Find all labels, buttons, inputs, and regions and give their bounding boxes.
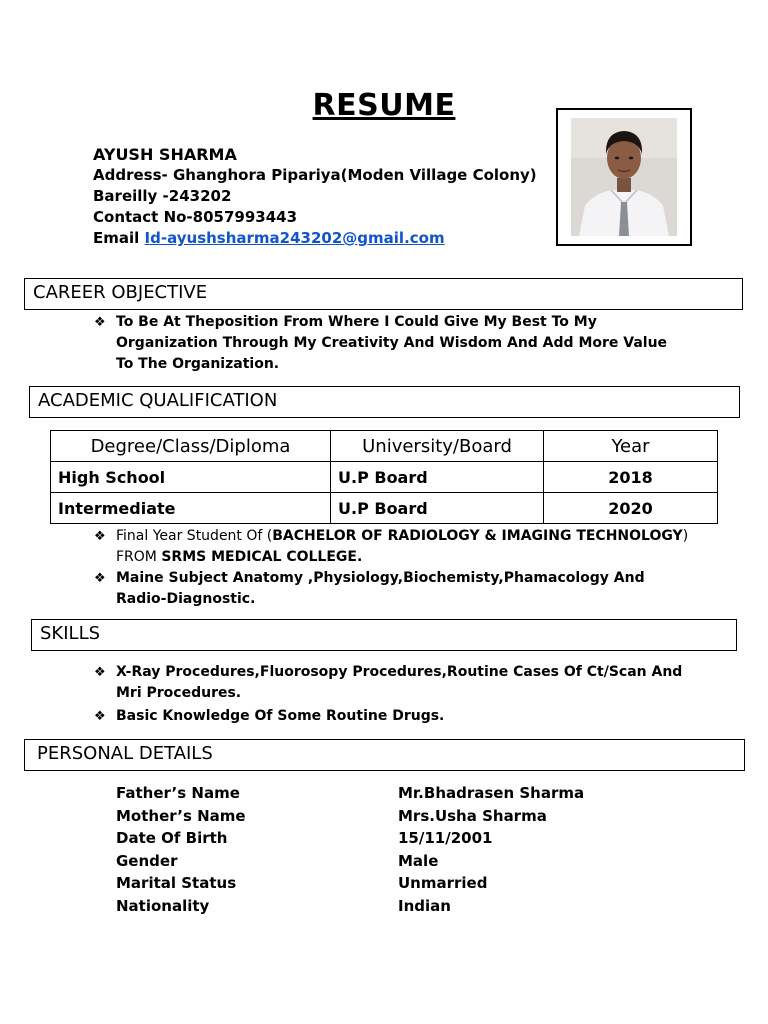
list-item [94, 312, 684, 375]
list-item [94, 662, 684, 704]
table-header: Degree/Class/Diploma [51, 431, 331, 462]
detail-label: Marital Status [116, 874, 237, 893]
detail-label: Date Of Birth [116, 829, 228, 848]
address-line: Address- Ghanghora Pipariya(Moden Village Colony) [93, 166, 537, 184]
profile-photo-icon [571, 118, 677, 236]
diamond-bullet-icon: ❖ [94, 665, 106, 680]
candidate-name: AYUSH SHARMA [93, 145, 237, 164]
skill-text: Basic Knowledge Of Some Routine Drugs. [116, 708, 445, 724]
skills-heading: SKILLS [31, 619, 737, 651]
personal-details-list [116, 782, 584, 918]
table-row [51, 493, 718, 524]
detail-label: Father’s Name [116, 784, 240, 802]
table-cell: 2020 [544, 493, 718, 524]
table-cell: Intermediate [51, 493, 331, 524]
contact-block [93, 144, 537, 249]
email-link[interactable]: Id-ayushsharma243202@gmail.com [144, 229, 445, 247]
email-line [93, 228, 537, 249]
detail-value: Male [398, 851, 439, 870]
career-objective-heading: CAREER OBJECTIVE [24, 278, 743, 310]
detail-value: Unmarried [398, 874, 488, 893]
list-item [116, 827, 584, 850]
academic-qualification-heading: ACADEMIC QUALIFICATION [29, 386, 740, 418]
list-item [116, 782, 584, 805]
diamond-bullet-icon: ❖ [94, 529, 106, 544]
skill-text: X-Ray Procedures,Fluorosopy Procedures,Routine Cases Of Ct/Scan And Mri Procedures. [116, 664, 683, 701]
profile-photo-frame [556, 108, 692, 246]
course-name: BACHELOR OF RADIOLOGY & IMAGING TECHNOLOGY [272, 528, 683, 544]
detail-value: Mr.Bhadrasen Sharma [398, 784, 585, 802]
academic-table [50, 430, 718, 524]
personal-details-heading: PERSONAL DETAILS [24, 739, 745, 771]
list-item [94, 526, 694, 568]
list-item [94, 568, 694, 610]
list-item [116, 872, 584, 895]
college-name: SRMS MEDICAL COLLEGE. [161, 549, 363, 565]
course-from: ) FROM [116, 528, 689, 565]
table-header: Year [544, 431, 718, 462]
academic-notes-list [94, 526, 694, 610]
diamond-bullet-icon: ❖ [94, 315, 106, 330]
table-header-row [51, 431, 718, 462]
diamond-bullet-icon: ❖ [94, 571, 106, 586]
career-objective-list [94, 312, 684, 375]
email-label: Email [93, 229, 140, 247]
table-header: University/Board [331, 431, 544, 462]
subjects-text: Maine Subject Anatomy ,Physiology,Biochemisty,Phamacology And Radio-Diagnostic. [116, 570, 645, 607]
diamond-bullet-icon: ❖ [94, 709, 106, 724]
list-item [116, 895, 584, 918]
detail-value: Mrs.Usha Sharma [398, 806, 547, 825]
skills-list [94, 662, 684, 727]
course-prefix: Final Year Student Of ( [116, 528, 273, 544]
table-cell: U.P Board [331, 462, 544, 493]
detail-value: Indian [398, 896, 451, 915]
table-cell: High School [51, 462, 331, 493]
table-cell: U.P Board [331, 493, 544, 524]
career-objective-text: To Be At Theposition From Where I Could Give My Best To My Organization Through My Creativity And Wisdom And Add More Value To The Organization. [116, 314, 668, 372]
detail-label: Nationality [116, 896, 210, 915]
table-row [51, 462, 718, 493]
list-item [94, 706, 684, 727]
city-line: Bareilly -243202 [93, 187, 232, 205]
table-cell: 2018 [544, 462, 718, 493]
resume-title: RESUME [312, 88, 456, 123]
detail-value: 15/11/2001 [398, 829, 493, 848]
phone-line: Contact No-8057993443 [93, 208, 298, 226]
detail-label: Gender [116, 851, 178, 870]
list-item [116, 850, 584, 873]
detail-label: Mother’s Name [116, 806, 246, 825]
list-item [116, 805, 584, 828]
